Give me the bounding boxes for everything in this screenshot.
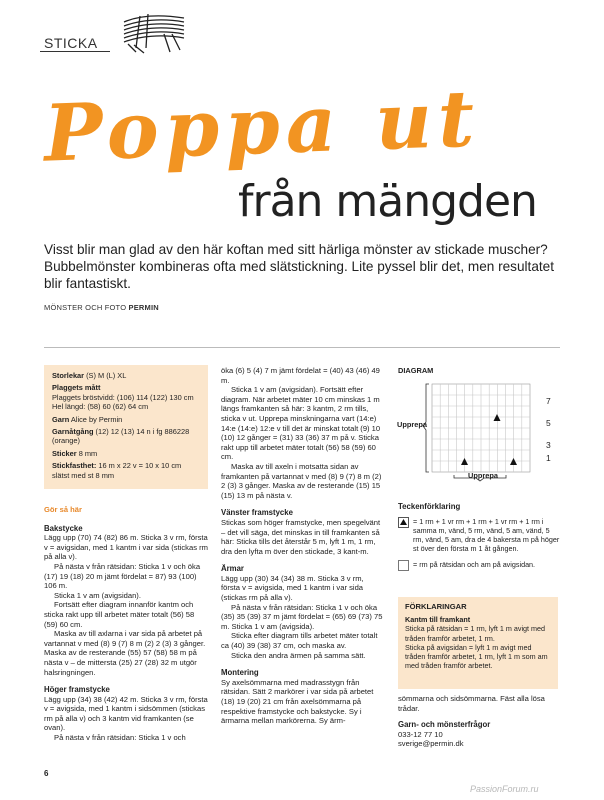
bakstycke-p2: På nästa v från rätsidan: Sticka 1 v och öka (17) 19 (18) 20 m jämt fördelat = 87) 93 (100) 106 m. xyxy=(44,561,201,591)
hoger-p2: På nästa v från rätsidan: Sticka 1 v och xyxy=(54,733,186,743)
plain-stitch-symbol-icon xyxy=(398,560,409,571)
credit-line: MÖNSTER OCH FOTO PERMIN xyxy=(44,303,159,312)
diagram-row-5: 5 xyxy=(546,418,551,428)
knitting-diagram xyxy=(396,376,560,486)
bakstycke-p4: Fortsätt efter diagram innanför kantm och sticka rakt upp till arbetet mäter totalt (56) 58 (59) 60 cm. xyxy=(44,600,195,629)
diagram-row-7: 7 xyxy=(546,396,551,406)
montering-heading: Montering xyxy=(221,668,259,678)
bubble-stitch-symbol-icon xyxy=(398,517,409,528)
page-number: 6 xyxy=(44,769,49,778)
montering-p: Sy axelsömmarna med madrasstygn från rätsidan. Sätt 2 markörer i var sida på arbetet (18) 19 (20) 21 cm från axelsömmarna på respektive framstycke och bakstycke. Sy i ärmarna mellan markörerna. Sy ärm- xyxy=(221,677,374,726)
info-box: Storlekar (S) M (L) XL Plaggets mått Plaggets bröstvidd: (106) 114 (122) 130 cm Hel längd: (58) 60 (62) 64 cm Garn Alice by Permin Garnåtgång (12) 12 (13) 14 n i fg 886228 (orange) Sticker 8 mm Stickfasthet: 16 m x 22 v = 10 x 10 cm slätst med st 8 mm xyxy=(44,365,208,489)
forklaringar-title: FÖRKLARINGAR xyxy=(405,602,467,611)
section-rule xyxy=(40,51,110,52)
forklaringar-subtitle: Kantm till framkant xyxy=(405,615,471,625)
column-1 xyxy=(44,505,208,743)
forklaringar-p2: Sticka på avigsidan = lyft 1 m avigt med tråden framför arbetet, 1 rm, lyft 1 m som am med tråden framför arbetet. xyxy=(405,642,548,671)
garnfragor-email: sverige@permin.dk xyxy=(398,739,464,749)
armar-p3: Sticka efter diagram tills arbetet mäter totalt ca (40) 39 (38) 37 cm, och maska av. xyxy=(221,631,378,651)
armar-heading: Ärmar xyxy=(221,564,244,574)
bakstycke-p3: Sticka 1 v am (avigsidan). xyxy=(54,590,141,600)
diagram-upprepa-bottom: Upprepa xyxy=(468,471,498,480)
lead-paragraph: Visst blir man glad av den här koftan med sitt härliga mönster av stickade muscher? Bubbelmönster kombineras ofta med slätstickning. Lite pyssel blir det, men resultatet blir fantastiskt. xyxy=(44,242,555,291)
watermark: PassionForum.ru xyxy=(470,784,539,794)
diagram-row-3: 3 xyxy=(546,440,551,450)
legend xyxy=(398,502,560,571)
bakstycke-p1: Lägg upp (70) 74 (82) 86 m. Sticka 3 v rm, första v = avigsidan, med 1 kantm i var sida (stickas rm på alla v). xyxy=(44,533,208,562)
gor-sa-har-heading: Gör så här xyxy=(44,505,82,514)
vanster-heading: Vänster framstycke xyxy=(221,508,293,518)
armar-p2: På nästa v från rätsidan: Sticka 1 v och öka (35) 35 (39) 37 m jämt fördelat = (65) 69 (73) 75 m. Sticka 1 v am (avigsida). xyxy=(221,602,383,631)
hoger-p1: Lägg upp (34) 38 (42) 42 m. Sticka 3 v rm, första v = avigsida, med 1 kantm i sidsömmen (stickas rm på alla v) och 3 kantm vid framkanten (se ovan). xyxy=(44,694,208,733)
diagram-row-1: 1 xyxy=(546,453,551,463)
armar-p1: Lägg upp (30) 34 (34) 38 m. Sticka 3 v rm, första v = avigsida, med 1 kantm i var sida (stickas rm på alla v). xyxy=(221,573,364,603)
divider xyxy=(44,347,560,348)
bakstycke-p5: Maska av till axlarna i var sida på arbetet på vartannat v med (8) 9 (7) 8 m (2) 2 (3) 3 gånger. Maska av de resterande (55) 57 (58) 58 m på nästa v – de mittersta (25) 27 (28) 32 m utgör halsringningen. xyxy=(44,629,206,677)
forklaringar-box xyxy=(398,597,558,689)
col2-p1: öka (6) 5 (4) 7 m jämt fördelat = (40) 43 (46) 49 m. xyxy=(221,366,380,385)
armar-p4: Sticka den andra ärmen på samma sätt. xyxy=(231,650,366,660)
bakstycke-heading: Bakstycke xyxy=(44,523,83,533)
vanster-p: Stickas som höger framstycke, men spegelvänt – det vill säga, det minskas in till framkanten så här: Sticka tills det återstår 5 m, lyft 1 m, 1 rm, dra den lyfta m över den stickade, 3 kant-m. xyxy=(221,517,381,556)
garnfragor-phone: 033-12 77 10 xyxy=(398,729,443,739)
section-label: STICKA xyxy=(44,35,98,51)
title-subtitle: från mängden xyxy=(238,176,537,227)
legend-item-1: = 1 rm + 1 vr rm + 1 rm + 1 vr rm + 1 rm i samma m, vänd, 5 rm, vänd, 5 am, vänd, 5 rm, vänd, 5 am, dra de 4 bakersta m på höger st över den första m 1 åt gången. xyxy=(413,516,560,554)
column-3-tail xyxy=(398,694,560,749)
col3-tail-text: sömmarna och sidsömmarna. Fäst alla lösa trådar. xyxy=(398,694,545,713)
forklaringar-p1: Sticka på rätsidan = 1 rm, lyft 1 m avigt med tråden framför arbetet, 1 rm. xyxy=(405,624,546,643)
legend-title: Teckenförklaring xyxy=(398,502,461,511)
hoger-heading: Höger framstycke xyxy=(44,685,110,695)
col2-p2: Sticka 1 v am (avigsidan). Fortsätt efter diagram. När arbetet mäter 10 cm minskas 1 m längs framkanten så här: 3 kantm, 2 rm tills, sticka v ut. Upprepa minskningarna vart (14:e) 14:e (14:e) 12:e v till det är minskat totalt (9) 10 (10) 12 gånger = (31) 33 (36) 37 m på v. Sticka rakt upp till arbetet mäter totalt (56) 58 (59) 60 cm. xyxy=(221,385,381,462)
diagram-label: DIAGRAM xyxy=(398,366,434,375)
column-2 xyxy=(221,366,384,726)
garnfragor-title: Garn- och mönsterfrågor xyxy=(398,720,491,730)
diagram-upprepa-side: Upprepa xyxy=(397,420,427,429)
legend-item-2: = rm på rätsidan och am på avigsidan. xyxy=(413,560,536,570)
col2-p3: Maska av till axeln i motsatta sidan av framkanten på vartannat v med (8) 9 (7) 8 m (2) 2 (3) 3 gånger. Maska av de resterande (15) 15 (15) 13 m på nästa v. xyxy=(221,461,382,500)
yarn-skein-icon xyxy=(118,8,190,54)
title-script: Poppa ut xyxy=(42,73,482,180)
